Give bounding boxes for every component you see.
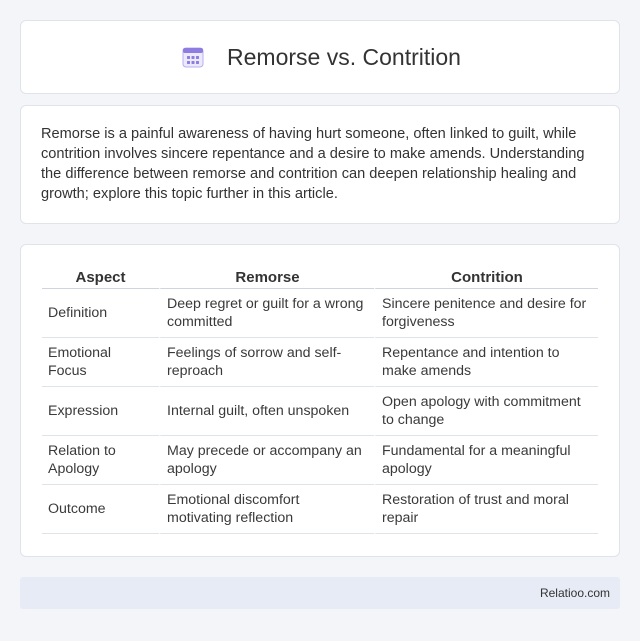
table-row [42,436,598,485]
comparison-table [42,263,598,534]
footer-brand[interactable]: Relatioo.com [539,586,610,600]
calendar-icon [179,43,207,71]
remorse-cell: Emotional discomfort motivating reflection [159,485,374,534]
remorse-cell: May precede or accompany an apology [159,436,374,485]
aspect-cell: Expression [42,387,159,436]
aspect-cell: Relation to Apology [42,436,159,485]
aspect-cell: Definition [42,289,159,338]
column-header: Remorse [159,263,374,289]
comparison-card [20,244,620,557]
contrition-cell: Restoration of trust and moral repair [374,485,598,534]
table-row [42,485,598,534]
remorse-cell: Deep regret or guilt for a wrong committed [159,289,374,338]
aspect-cell: Outcome [42,485,159,534]
remorse-cell: Internal guilt, often unspoken [159,387,374,436]
footer [20,577,620,609]
title-card [20,20,620,94]
table-row [42,289,598,338]
page-title: Remorse vs. Contrition [227,43,461,70]
intro-card [20,105,620,224]
column-header: Contrition [374,263,598,289]
contrition-cell: Open apology with commitment to change [374,387,598,436]
intro-text: Remorse is a painful awareness of having hurt someone, often linked to guilt, while contrition involves sincere repentance and a desire to make amends. Understanding the difference between remorse and contrition can deepen relationship healing and growth; explore this topic further in this article. [41,126,585,202]
aspect-cell: Emotional Focus [42,338,159,387]
contrition-cell: Sincere penitence and desire for forgiveness [374,289,598,338]
table-row [42,338,598,387]
contrition-cell: Fundamental for a meaningful apology [374,436,598,485]
remorse-cell: Feelings of sorrow and self-reproach [159,338,374,387]
contrition-cell: Repentance and intention to make amends [374,338,598,387]
table-row [42,387,598,436]
table-header-row [42,263,598,289]
column-header: Aspect [42,263,159,289]
